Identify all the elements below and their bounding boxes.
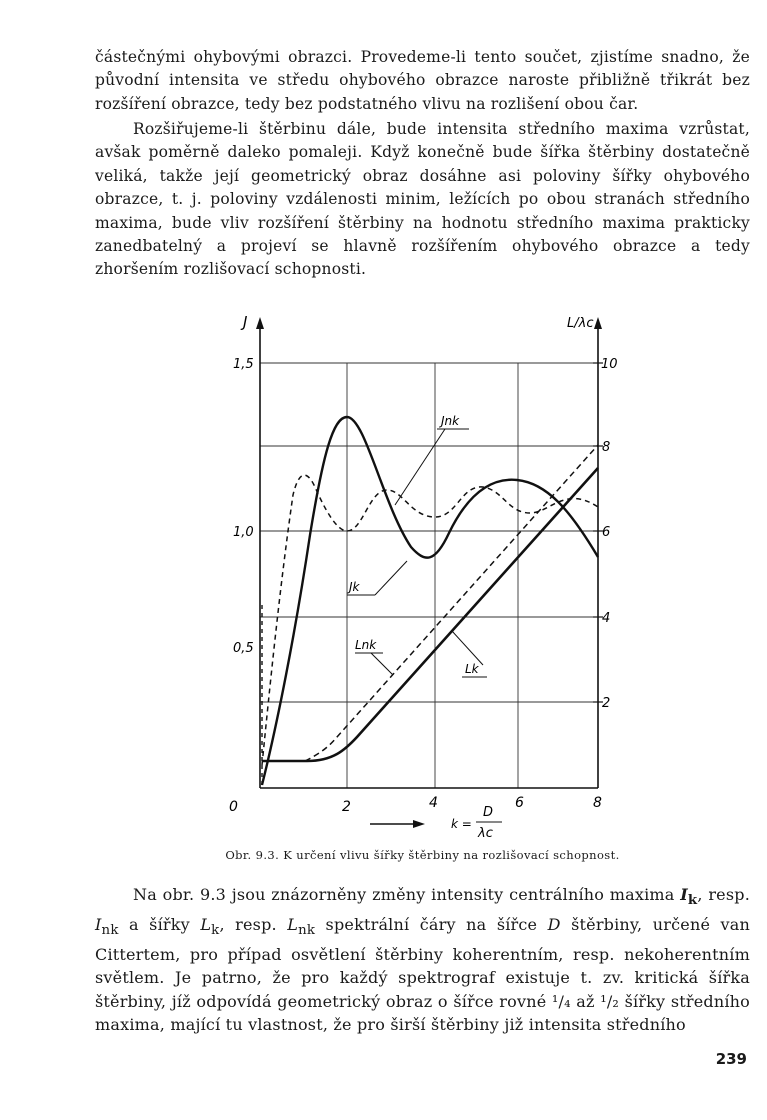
figure-caption: Obr. 9.3. K určení vlivu šířky štěrbiny na rozlišovací schopnost. bbox=[225, 848, 620, 862]
left-tick-1-0: 1,0 bbox=[233, 525, 254, 540]
x-tick-2: 2 bbox=[342, 799, 351, 815]
curve-Lk bbox=[262, 468, 598, 761]
axes bbox=[260, 323, 598, 788]
paragraph-3: Na obr. 9.3 jsou znázorněny změny intensity centrálního maxima $I_k$, resp. $I_{nk}$ a šířky $L_k$, resp. $L_{nk}$ spektrální čáry na šířce D štěrbiny, určené van Cittertem, pro případ osvětlení štěrbiny koherentním, resp. nekoherentním světlem. Je patrno, že pro každý spektrograf existuje t. zv. kritická šířka štěrbiny, jíž odpovídá geometrický obraz o šířce rovné ¹/₄ až ¹/₂ šířky středního maxima, mající tu vlastnost, že pro širší štěrbiny již intensita středního bbox=[95, 885, 751, 1035]
label-Lk: Lk bbox=[465, 662, 479, 676]
left-tick-1-5: 1,5 bbox=[233, 357, 254, 372]
paragraph-2: Rozšiřujeme-li štěrbinu dále, bude intensita středního maxima vzrůstat, avšak poměrně daleko pomaleji. Když konečně bude šířka štěrbiny dostatečně veliká, takže její geometrický obraz dosáhne asi poloviny šířky ohybového obrazce, t. j. poloviny vzdálenosti minim, ležících po obou stranách středního maxima, bude vliv rozšíření štěrbiny na hodnotu středního maxima prakticky zanedbatelný a projeví se hlavně rozšířením ohybového obrazce a tedy zhoršením rozlišovací schopnosti. bbox=[95, 120, 750, 279]
left-axis-label: J bbox=[243, 313, 248, 331]
grid bbox=[260, 363, 598, 788]
left-tick-0-5: 0,5 bbox=[233, 641, 254, 656]
right-axis-arrow bbox=[594, 317, 602, 329]
right-tick-4: 4 bbox=[602, 611, 611, 626]
x-formula-lhs: k = bbox=[451, 817, 472, 831]
x-formula-numerator: D bbox=[483, 805, 494, 820]
right-tick-8: 8 bbox=[602, 440, 611, 455]
paragraph-1: částečnými ohybovými obrazci. Provedeme-li tento součet, zjistíme snadno, že původní intensita ve středu ohybového obrazce naroste přibližně třikrát bez rozšíření obrazce, tedy bez podstatného vlivu na rozlišení obou čar. bbox=[95, 48, 750, 113]
curve-Jk bbox=[262, 417, 598, 785]
figure-9-3 bbox=[225, 305, 620, 850]
right-tick-6: 6 bbox=[602, 525, 611, 540]
curve-Lnk bbox=[305, 445, 598, 761]
right-axis-label: L/λc bbox=[567, 316, 594, 331]
right-tick-2: 2 bbox=[602, 696, 611, 711]
label-Jk: Jk bbox=[349, 580, 360, 594]
page-number: 239 bbox=[715, 1050, 747, 1068]
x-tick-0: 0 bbox=[229, 799, 238, 815]
label-Jnk: Jnk bbox=[441, 414, 460, 428]
x-formula-denominator: λc bbox=[478, 826, 493, 841]
right-tick-10: 10 bbox=[601, 357, 618, 372]
x-tick-4: 4 bbox=[429, 795, 438, 811]
x-tick-8: 8 bbox=[593, 795, 602, 811]
x-tick-6: 6 bbox=[515, 795, 524, 811]
label-Lnk: Lnk bbox=[355, 638, 377, 652]
left-axis-arrow bbox=[256, 317, 264, 329]
